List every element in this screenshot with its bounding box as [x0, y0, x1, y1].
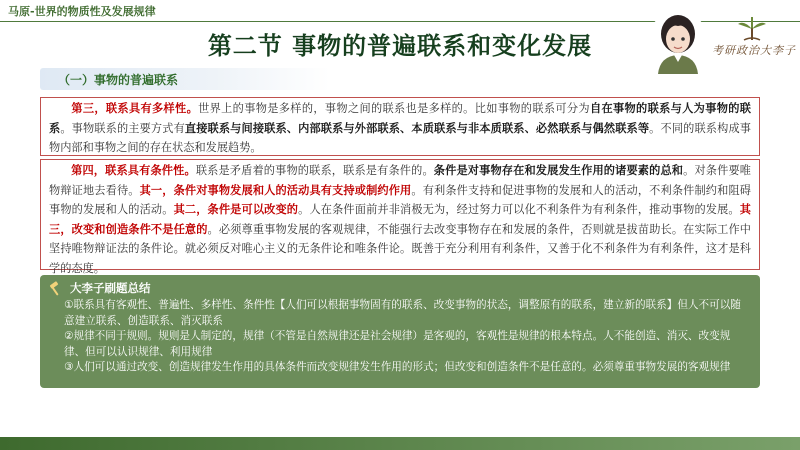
key-phrase-red: 其二，条件是可以改变的 — [173, 202, 299, 216]
summary-title: 大李子刷题总结 — [70, 281, 151, 295]
summary-item-2: ②规律不同于规则。规则是人制定的，规律（不管是自然规律还是社会规律）是客观的，客观性是规律的根本特点。人不能创造、消灭、改变规律、但可以认识规律、利用规律 — [64, 330, 731, 358]
text-segment: 。不同的联系构成事物内部和事物之间的存在状态和发展趋势。 — [49, 121, 751, 154]
key-phrase: 直接联系与间接联系、内部联系与外部联系、本质联系与非本质联系、必然联系与偶然联系等 — [184, 120, 650, 135]
text-segment: 。必须尊重事物发展的客观规律，不能强行去改变事物存在和发展的条件，否则就是拔苗助长。在实际工作中坚持唯物辩证法的条件论。就必须反对唯心主义的无条件论和唯条件论。既善于充分利用有利条件，又善于化不利条件为有利条件，这才是科学的态度。 — [49, 222, 751, 275]
key-phrase: 条件是对事物存在和发展发生作用的诸要素的总和 — [433, 163, 684, 177]
text-segment: 。事物联系的主要方式有 — [60, 121, 185, 135]
point-four-heading: 第四，联系具有条件性。 — [71, 163, 196, 177]
page-title: 第二节 事物的普遍联系和变化发展 — [207, 31, 593, 60]
brand-name: 考研政治大李子 — [712, 44, 796, 57]
point-three-heading: 第三，联系具有多样性。 — [71, 101, 199, 115]
section-heading-bar — [40, 68, 330, 90]
tree-icon — [730, 16, 774, 42]
bottom-bar — [0, 437, 800, 450]
course-label: 马原-世界的物质性及发展规律 — [8, 5, 156, 18]
brand-logo — [648, 12, 798, 76]
key-phrase: 自在事物的联系与人为事物的联系 — [49, 101, 751, 135]
avatar — [648, 12, 708, 74]
text-segment: 。有利条件支持和促进事物的发展和人的活动，不利条件制约和阻碍事物的发展和人的活动。 — [49, 183, 751, 216]
section-heading: （一）事物的普遍联系 — [58, 73, 179, 87]
key-phrase-red: 其一，条件对事物发展和人的活动具有支持或制约作用 — [139, 182, 412, 197]
text-segment: 。人在条件面前并非消极无为，经过努力可以化不利条件为有利条件，推动事物的发展。 — [298, 203, 740, 216]
diversity-paragraph-box — [40, 97, 760, 156]
summary-item-3: ③人们可以通过改变、创造规律发生作用的具体条件而改变规律发生作用的形式；但改变和创造条件不是任意的。必须尊重事物发展的客观规律 — [64, 361, 731, 373]
conditionality-paragraph-box — [40, 159, 760, 275]
summary-panel — [40, 275, 760, 388]
text-segment: 。对条件要唯物辩证地去看待。 — [49, 164, 751, 197]
summary-item-1: ①联系具有客观性、普遍性、多样性、条件性【人们可以根据事物固有的联系、改变事物的状态，调整原有的联系，建立新的联系】但人不可以随意建立联系、创造联系、消灭联系 — [64, 299, 741, 327]
text-segment: 联系是矛盾着的事物的联系，联系是有条件的。 — [195, 164, 434, 177]
hammer-icon — [48, 281, 64, 297]
text-segment: 世界上的事物是多样的，事物之间的联系也是多样的。比如事物的联系可分为 — [198, 102, 590, 115]
key-phrase-red: 其三，改变和创造条件不是任意的 — [49, 202, 751, 236]
